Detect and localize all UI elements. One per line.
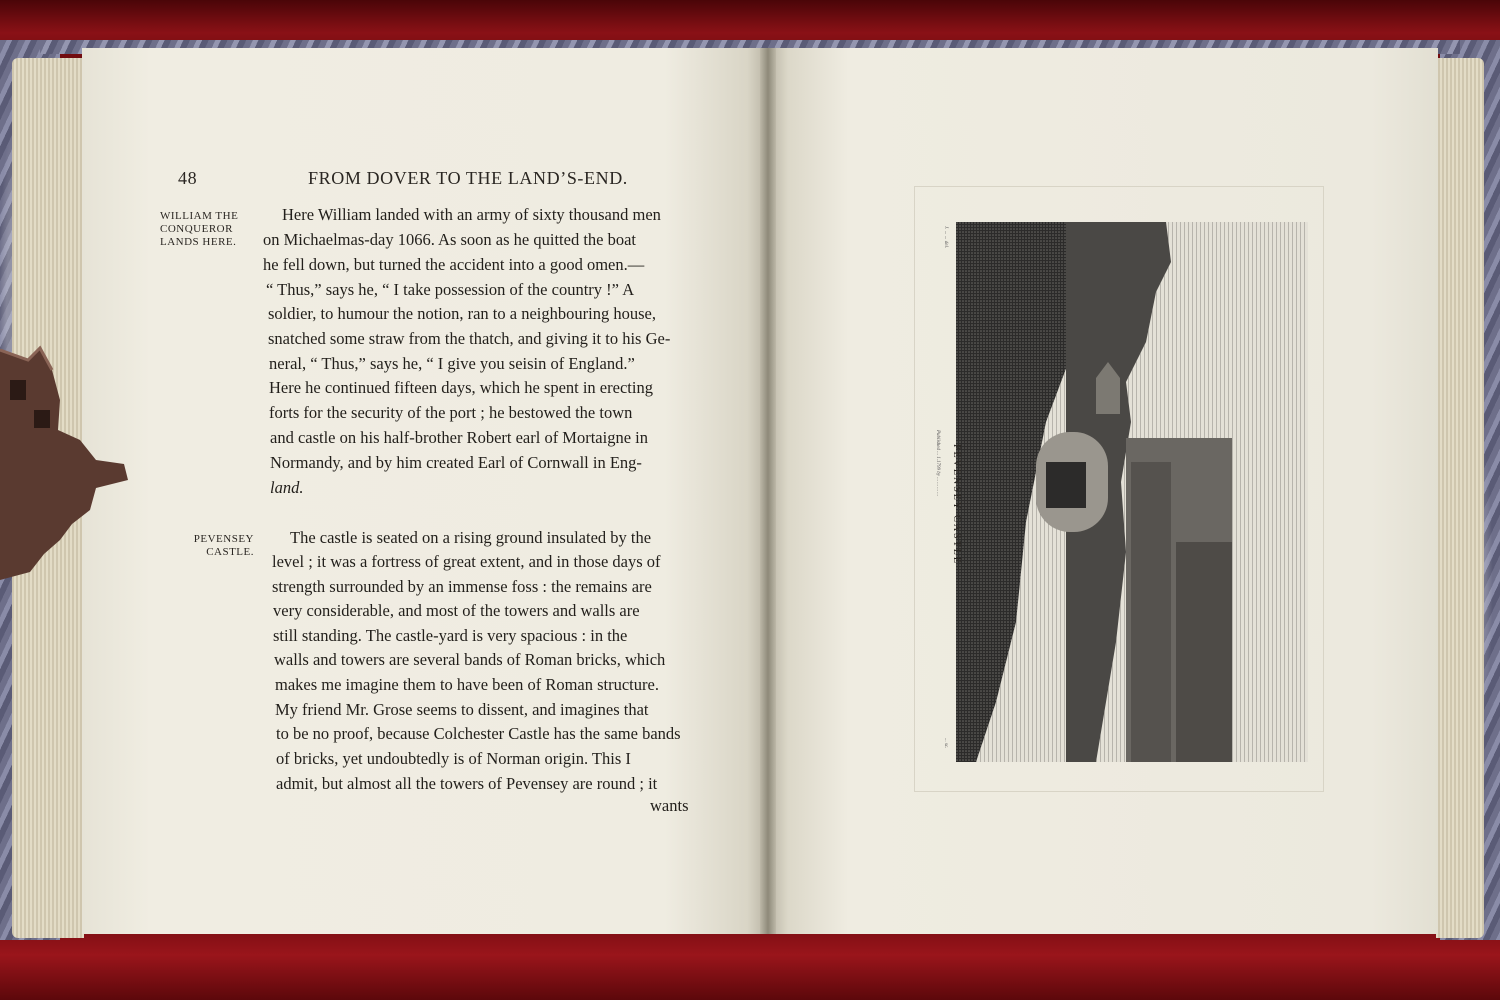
text-line: land. <box>270 478 304 497</box>
text-line: level ; it was a fortress of great extent, and in those days of <box>272 552 661 571</box>
page-edges-right <box>1436 58 1484 938</box>
plate-title: PEVENSEY CASTLE <box>951 444 962 566</box>
bookmark-clip <box>0 340 130 580</box>
text-line: strength surrounded by an immense foss : the remains are <box>272 577 652 596</box>
text-line: Here William landed with an army of sixty thousand men <box>282 205 661 224</box>
sidenote-pevensey-castle <box>170 533 254 559</box>
text-line: Normandy, and by him created Earl of Cornwall in Eng- <box>270 453 642 472</box>
page-number: 48 <box>178 168 198 188</box>
text-line: soldier, to humour the notion, ran to a neighbouring house, <box>268 304 656 323</box>
engraving-pevensey-castle <box>956 222 1308 762</box>
text-line: of bricks, yet undoubtedly is of Norman origin. This I <box>276 749 631 768</box>
text-line: Here he continued fifteen days, which he spent in erecting <box>269 378 653 397</box>
text-line: My friend Mr. Grose seems to dissent, and imagines that <box>275 700 649 719</box>
book-gutter <box>760 48 776 934</box>
text-line: on Michaelmas-day 1066. As soon as he quitted the boat <box>263 230 637 249</box>
text-line: makes me imagine them to have been of Roman structure. <box>275 675 659 694</box>
text-line: “ Thus,” says he, “ I take possession of the country !” A <box>266 280 635 299</box>
velvet-backdrop-bottom <box>0 925 1500 1000</box>
text-line: to be no proof, because Colchester Castle has the same bands <box>276 724 681 743</box>
text-line: very considerable, and most of the towers and walls are <box>273 601 640 620</box>
text-line: and castle on his half-brother Robert earl of Mortaigne in <box>270 428 649 447</box>
text-line: snatched some straw from the thatch, and giving it to his Ge- <box>268 329 671 348</box>
text-line: The castle is seated on a rising ground insulated by the <box>290 528 652 547</box>
catchword: wants <box>650 796 689 815</box>
text-line: still standing. The castle-yard is very spacious : in the <box>273 626 628 645</box>
text-line: admit, but almost all the towers of Pevensey are round ; it <box>276 774 658 793</box>
text-line: he fell down, but turned the accident into a good omen.— <box>263 255 645 274</box>
plate-artist-credit: J. ... ... del. <box>943 226 948 249</box>
text-line: neral, “ Thus,” says he, “ I give you seisin of England.” <box>269 354 635 373</box>
sidenote-line: CASTLE. <box>206 546 254 558</box>
sidenote-line: WILLIAM THE <box>160 210 239 222</box>
header-title: FROM DOVER TO THE LAND’S-END. <box>308 168 628 188</box>
text-line: walls and towers are several bands of Roman bricks, which <box>274 650 666 669</box>
sidenote-line: CONQUEROR <box>160 223 233 235</box>
text-line: forts for the security of the port ; he bestowed the town <box>269 403 633 422</box>
running-head <box>172 168 692 192</box>
plate-engraver-credit: ... sc. <box>943 738 948 749</box>
plate-publisher-line: Published ... 1.1799 by ... ... ... ... <box>935 430 940 496</box>
sidenote-line: PEVENSEY <box>193 533 254 545</box>
sidenote-william-conqueror <box>160 210 252 249</box>
sidenote-line: LANDS HERE. <box>160 236 237 248</box>
